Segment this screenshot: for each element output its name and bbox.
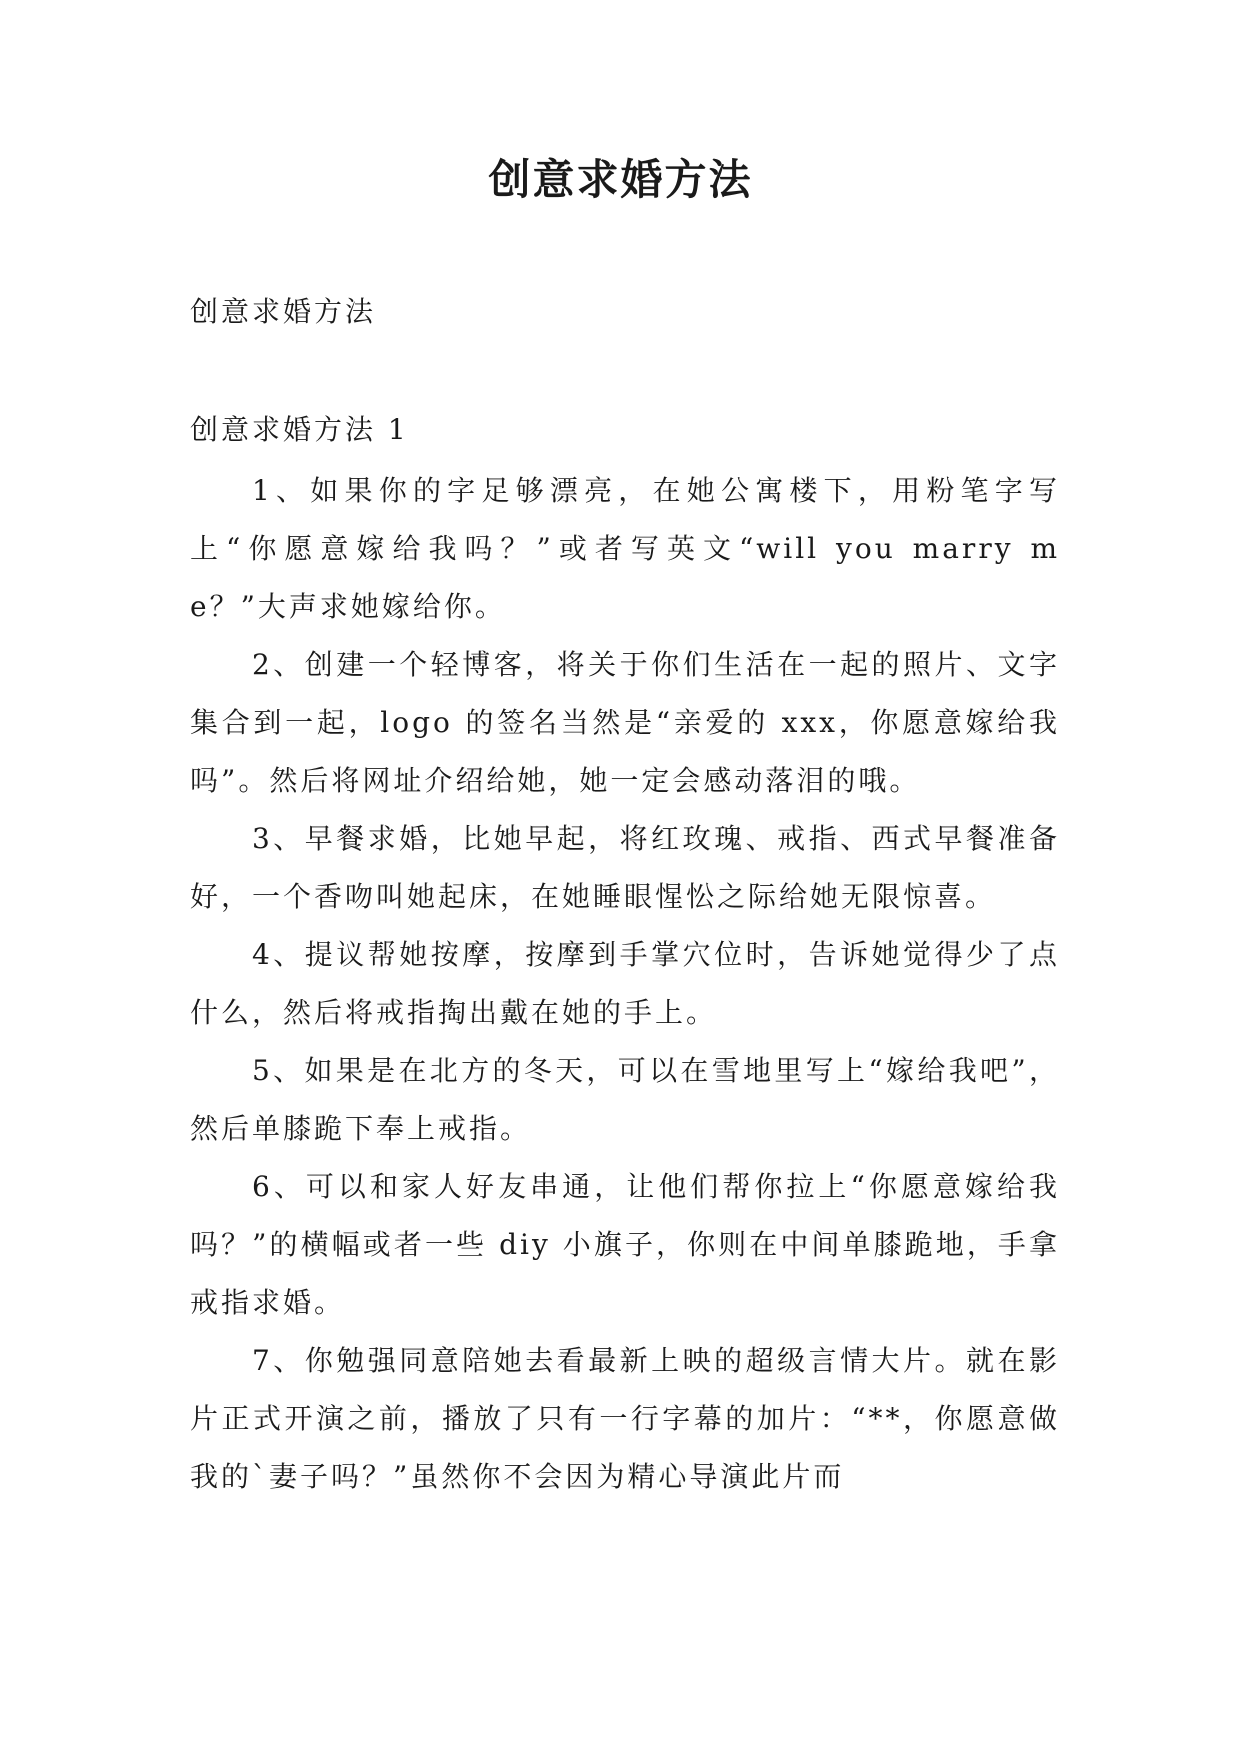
body-text: [190, 462, 1060, 1506]
section-heading: 创意求婚方法 1: [190, 413, 409, 446]
paragraph-5: 5、如果是在北方的冬天，可以在雪地里写上“嫁给我吧”，然后单膝跪下奉上戒指。: [190, 1054, 1060, 1145]
paragraph-3: 3、早餐求婚，比她早起，将红玫瑰、戒指、西式早餐准备好，一个香吻叫她起床，在她睡眼惺忪之际给她无限惊喜。: [190, 822, 1060, 913]
document-subtitle: 创意求婚方法: [190, 295, 377, 328]
paragraph-4: 4、提议帮她按摩，按摩到手掌穴位时，告诉她觉得少了点什么，然后将戒指掏出戴在她的手上。: [190, 938, 1060, 1029]
paragraph-2: 2、创建一个轻博客，将关于你们生活在一起的照片、文字集合到一起，logo 的签名当然是“亲爱的 xxx，你愿意嫁给我吗”。然后将网址介绍给她，她一定会感动落泪的哦。: [190, 648, 1060, 797]
paragraph-6: 6、可以和家人好友串通，让他们帮你拉上“你愿意嫁给我吗？”的横幅或者一些 diy 小旗子，你则在中间单膝跪地，手拿戒指求婚。: [190, 1170, 1060, 1319]
paragraph-7: 7、你勉强同意陪她去看最新上映的超级言情大片。就在影片正式开演之前，播放了只有一行字幕的加片：“**，你愿意做我的`妻子吗？”虽然你不会因为精心导演此片而: [190, 1344, 1060, 1493]
paragraph-1: 1、如果你的字足够漂亮，在她公寓楼下，用粉笔字写上“你愿意嫁给我吗？”或者写英文“will you marry me？”大声求她嫁给你。: [190, 474, 1060, 623]
document-title: 创意求婚方法: [488, 155, 753, 204]
